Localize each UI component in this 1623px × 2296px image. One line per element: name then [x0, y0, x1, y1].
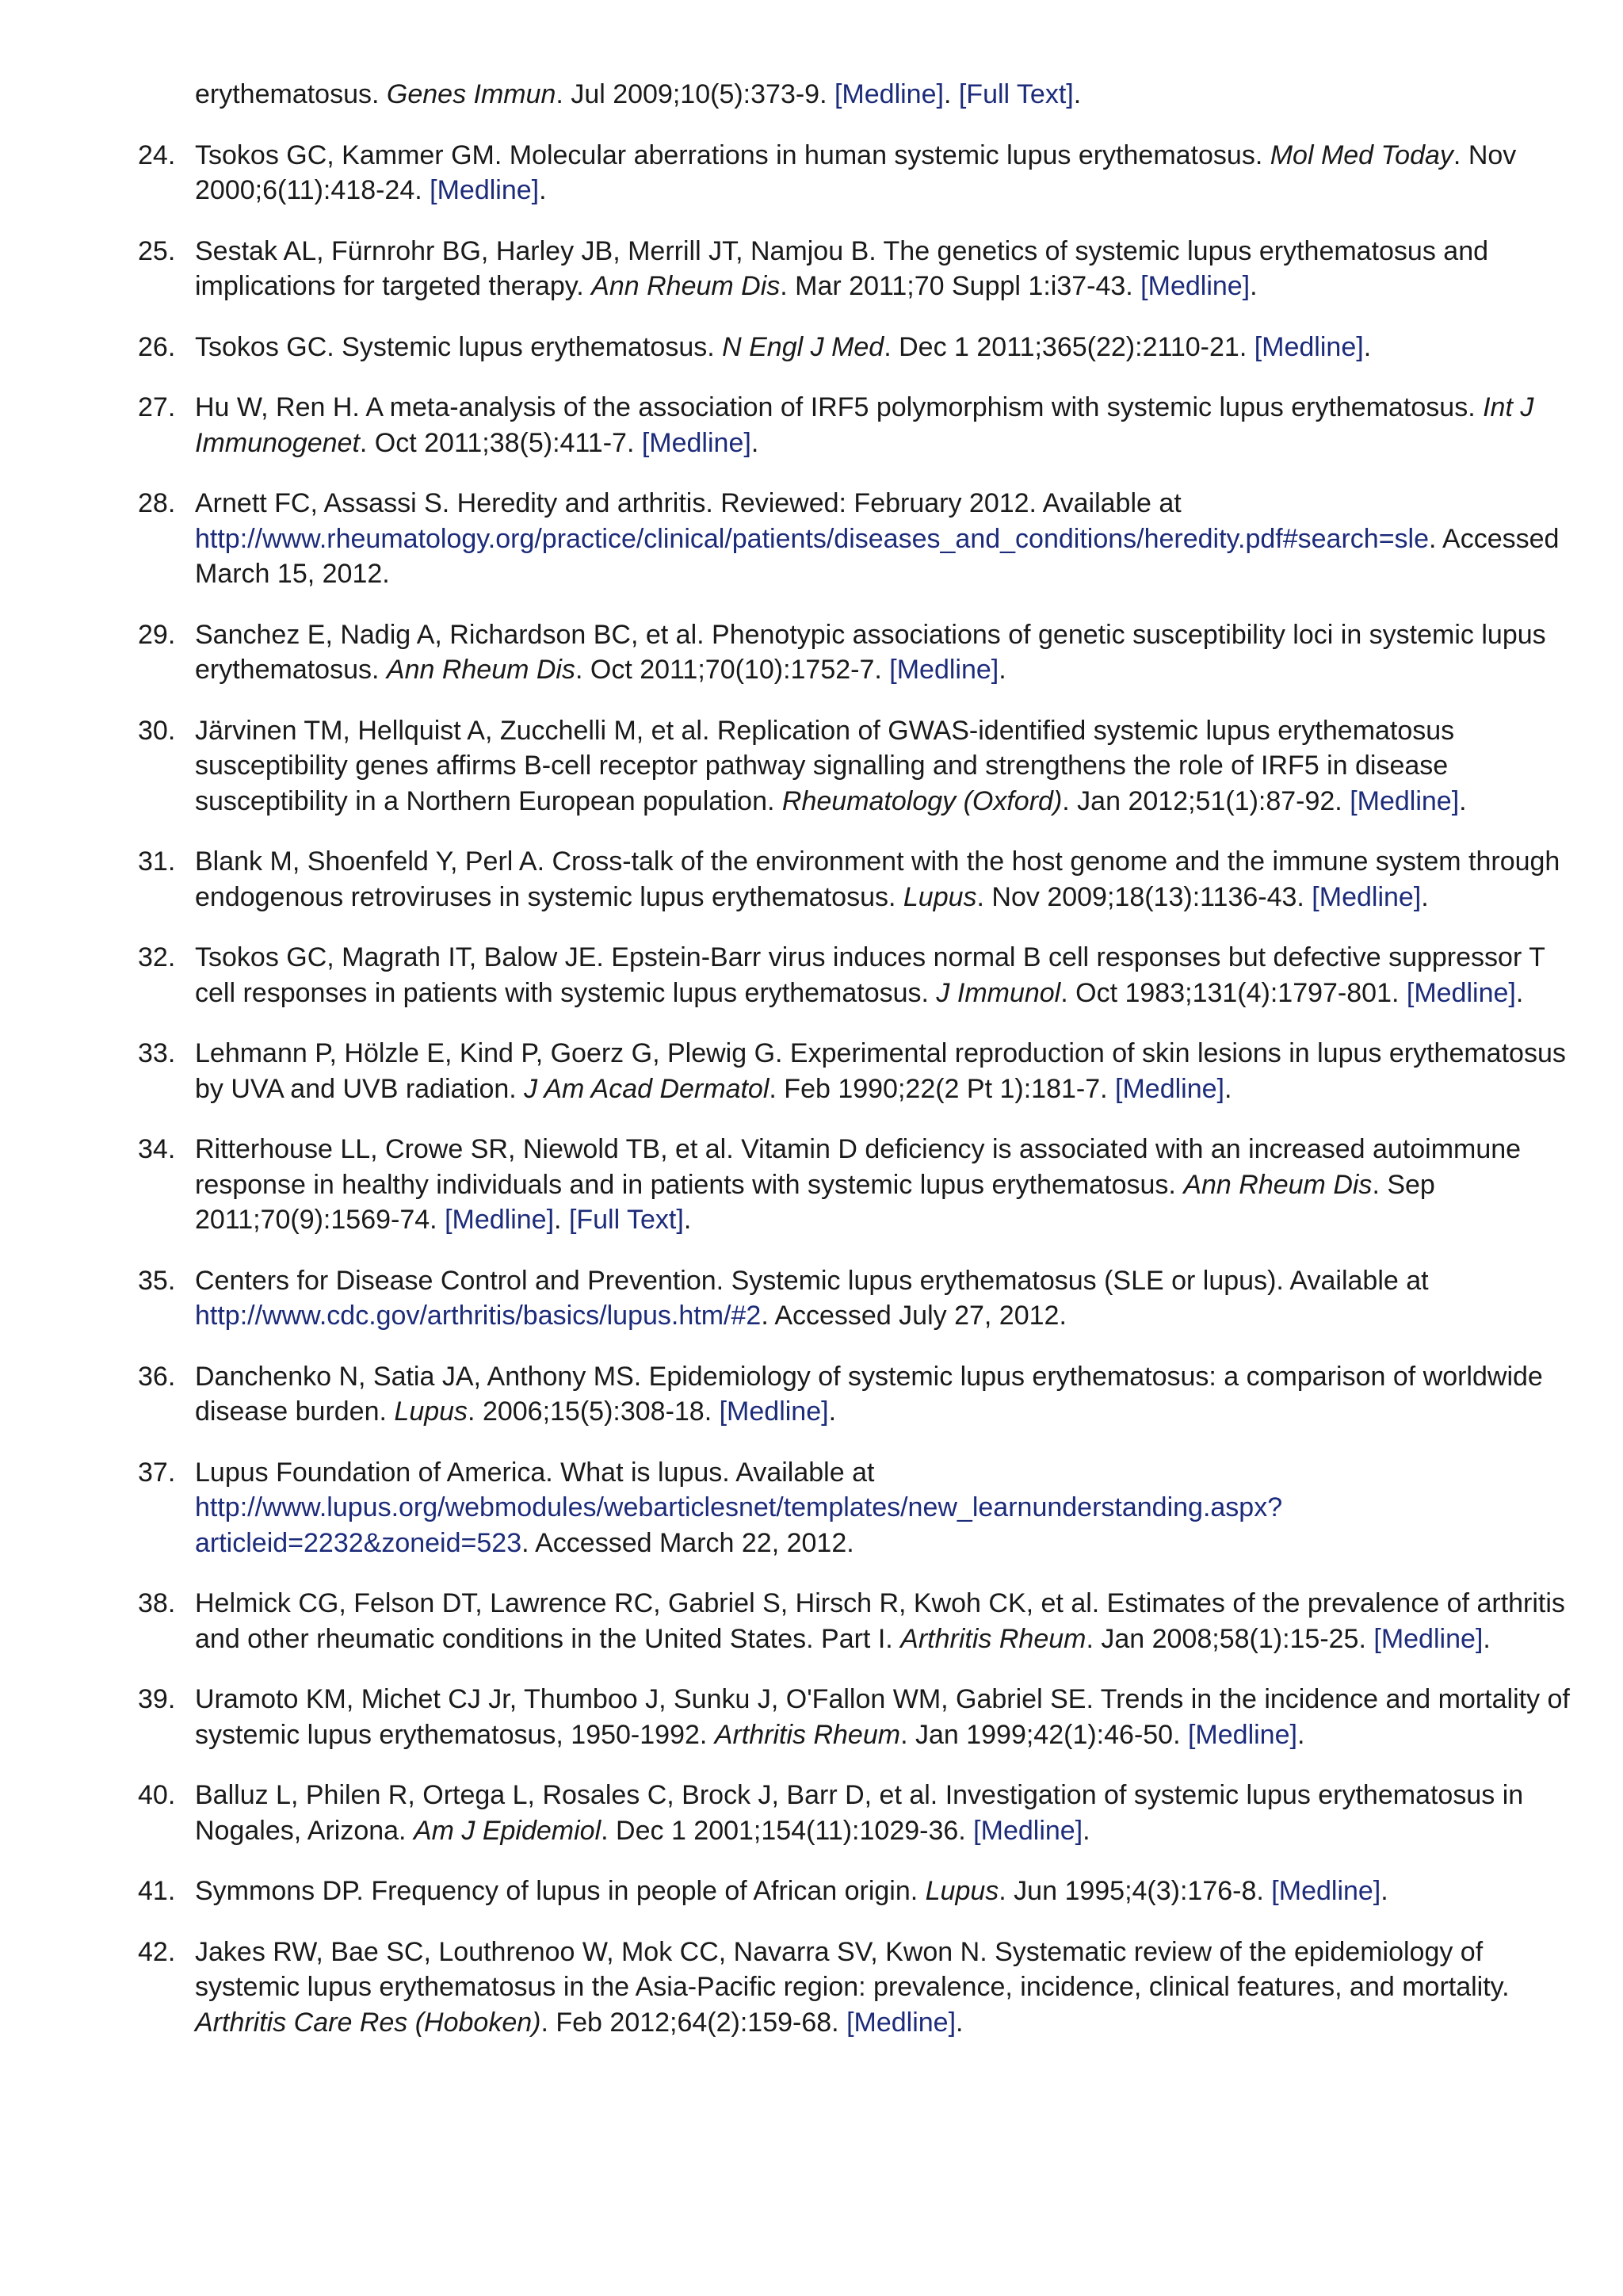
citation-text: . Sep 2011;70(9):1569-74.: [195, 1169, 1435, 1235]
reference-number: 33.: [138, 1038, 176, 1068]
journal-title: Arthritis Care Res (Hoboken): [195, 2007, 541, 2038]
reference-number: 39.: [138, 1684, 176, 1714]
reference-item: [0, 486, 1623, 592]
citation-text: .: [1483, 1623, 1491, 1654]
reference-item: [0, 1586, 1623, 1656]
reference-item: [0, 1874, 1623, 1909]
reference-item: [0, 1132, 1623, 1238]
medline-link[interactable]: [Medline]: [1115, 1073, 1224, 1104]
journal-title: Lupus: [925, 1876, 999, 1906]
medline-link[interactable]: [Medline]: [445, 1205, 555, 1235]
reference-number: 42.: [138, 1936, 176, 1967]
medline-link[interactable]: [Medline]: [430, 175, 540, 205]
citation-text: Uramoto KM, Michet CJ Jr, Thumboo J, Sunku J, O'Fallon WM, Gabriel SE. Trends in the incidence and mortality of systemic lupus erythematosus, 1950-1992.: [195, 1684, 1570, 1750]
medline-link[interactable]: [Medline]: [846, 2007, 957, 2038]
reference-text: [195, 617, 1577, 688]
reference-number: 35.: [138, 1265, 176, 1296]
citation-text: . Jan 2008;58(1):15-25.: [1086, 1623, 1374, 1654]
reference-item: [0, 138, 1623, 208]
reference-item: [0, 1359, 1623, 1430]
journal-title: Rheumatology (Oxford): [781, 785, 1063, 816]
citation-text: Balluz L, Philen R, Ortega L, Rosales C, Brock J, Barr D, et al. Investigation of systemic lupus erythematosus in Nogales, Arizona.: [195, 1780, 1524, 1846]
reference-continuation: [0, 77, 1623, 113]
reference-text: [195, 1586, 1577, 1656]
reference-item: [0, 1778, 1623, 1848]
citation-text: Sanchez E, Nadig A, Richardson BC, et al. Phenotypic associations of genetic susceptibility loci in systemic lupus erythematosus.: [195, 619, 1546, 685]
citation-text: . Dec 1 2011;365(22):2110-21.: [884, 331, 1254, 362]
journal-title: Genes Immun: [386, 79, 556, 109]
reference-text: [195, 234, 1577, 304]
citation-text: . Feb 2012;64(2):159-68.: [540, 2007, 847, 2038]
reference-number: 30.: [138, 715, 176, 746]
reference-item: [0, 390, 1623, 460]
reference-text: [195, 1778, 1577, 1848]
reference-item: [0, 1935, 1623, 2041]
journal-title: J Am Acad Dermatol: [524, 1073, 769, 1104]
reference-number: 27.: [138, 392, 176, 422]
reference-text: [195, 330, 1577, 365]
citation-text: .: [539, 175, 547, 205]
medline-link[interactable]: [Medline]: [719, 1396, 829, 1427]
reference-text: [195, 77, 1577, 113]
citation-text: .: [1296, 1719, 1305, 1750]
citation-text: . Accessed March 15, 2012.: [195, 523, 1560, 589]
reference-item: [0, 1455, 1623, 1561]
journal-title: Arthritis Rheum: [900, 1623, 1086, 1654]
citation-text: Tsokos GC. Systemic lupus erythematosus.: [195, 331, 723, 362]
citation-text: . Nov 2009;18(13):1136-43.: [976, 881, 1312, 912]
reference-text: [195, 1132, 1577, 1238]
citation-text: . Jun 1995;4(3):176-8.: [999, 1876, 1272, 1906]
citation-text: .: [750, 427, 759, 458]
reference-text: [195, 1682, 1577, 1752]
full-text-link[interactable]: [Full Text]: [958, 79, 1074, 109]
reference-item: [0, 1263, 1623, 1334]
citation-text: .: [1250, 271, 1258, 301]
reference-number: 29.: [138, 619, 176, 650]
citation-text: Arnett FC, Assassi S. Heredity and arthritis. Reviewed: February 2012. Available at: [195, 488, 1182, 518]
citation-text: .: [828, 1396, 837, 1427]
citation-text: . Oct 1983;131(4):1797-801.: [1060, 977, 1407, 1008]
citation-text: .: [1515, 977, 1524, 1008]
reference-text: [195, 486, 1577, 592]
citation-text: .: [1363, 331, 1372, 362]
reference-item: [0, 713, 1623, 819]
reference-list: [0, 77, 1623, 2065]
reference-number: 26.: [138, 331, 176, 362]
reference-item: [0, 1682, 1623, 1752]
reference-item: [0, 940, 1623, 1010]
medline-link[interactable]: [Medline]: [1406, 977, 1516, 1008]
citation-text: Järvinen TM, Hellquist A, Zucchelli M, et al. Replication of GWAS-identified systemic lupus erythematosus susceptibility genes affirms B-cell receptor pathway signalling and strengthens the role of IRF5 in disease susceptibility in a Northern European population.: [195, 715, 1455, 816]
reference-text: [195, 844, 1577, 915]
reference-text: [195, 1874, 1577, 1909]
reference-number: 32.: [138, 942, 176, 972]
citation-text: . Oct 2011;70(10):1752-7.: [575, 655, 890, 685]
reference-item: [0, 844, 1623, 915]
reference-text: [195, 1036, 1577, 1106]
citation-text: Tsokos GC, Kammer GM. Molecular aberrations in human systemic lupus erythematosus.: [195, 139, 1270, 170]
reference-number: 38.: [138, 1588, 176, 1618]
reference-number: 31.: [138, 846, 176, 877]
reference-number: 36.: [138, 1361, 176, 1392]
reference-text: [195, 390, 1577, 460]
medline-link[interactable]: [Medline]: [973, 1815, 1083, 1846]
reference-item: [0, 234, 1623, 304]
reference-text: [195, 940, 1577, 1010]
citation-text: .: [554, 1205, 569, 1235]
citation-text: Helmick CG, Felson DT, Lawrence RC, Gabriel S, Hirsch R, Kwoh CK, et al. Estimates of the prevalence of arthritis and other rheumatic conditions in the United States. Part I.: [195, 1588, 1565, 1654]
medline-link[interactable]: [Medline]: [834, 79, 944, 109]
medline-link[interactable]: [Medline]: [1312, 881, 1422, 912]
medline-link[interactable]: [Medline]: [1271, 1876, 1381, 1906]
medline-link[interactable]: [Medline]: [641, 427, 751, 458]
reference-number: 34.: [138, 1134, 176, 1164]
reference-item: [0, 1036, 1623, 1106]
citation-text: . Jan 2012;51(1):87-92.: [1062, 785, 1350, 816]
journal-title: Ann Rheum Dis: [591, 271, 781, 301]
citation-text: . 2006;15(5):308-18.: [468, 1396, 720, 1427]
reference-item: [0, 617, 1623, 688]
citation-text: . Nov 2000;6(11):418-24.: [195, 139, 1517, 205]
citation-text: . Feb 1990;22(2 Pt 1):181-7.: [769, 1073, 1116, 1104]
citation-text: .: [1381, 1876, 1388, 1906]
reference-text: [195, 1263, 1577, 1334]
reference-text: [195, 1455, 1577, 1561]
reference-number: 40.: [138, 1780, 176, 1810]
citation-text: Jakes RW, Bae SC, Louthrenoo W, Mok CC, Navarra SV, Kwon N. Systematic review of the epidemiology of systemic lupus erythematosus in the Asia-Pacific region: prevalence, incidence, clinical features, and mortality.: [195, 1936, 1510, 2002]
citation-text: .: [1083, 1815, 1090, 1846]
journal-title: J Immunol: [936, 977, 1061, 1008]
citation-text: Ritterhouse LL, Crowe SR, Niewold TB, et al. Vitamin D deficiency is associated with an increased autoimmune response in healthy individuals and in patients with systemic lupus erythematosus.: [195, 1134, 1522, 1200]
citation-text: . Dec 1 2001;154(11):1029-36.: [601, 1815, 974, 1846]
reference-number: 41.: [138, 1876, 176, 1906]
citation-text: .: [943, 79, 959, 109]
citation-text: .: [1421, 881, 1429, 912]
reference-text: [195, 1359, 1577, 1430]
url-link[interactable]: http://www.rheumatology.org/practice/clinical/patients/diseases_and_conditions/heredity.pdf#search=sle: [195, 523, 1430, 554]
reference-number: 37.: [138, 1457, 176, 1488]
citation-text: . Jan 1999;42(1):46-50.: [900, 1719, 1188, 1750]
url-link[interactable]: http://www.cdc.gov/arthritis/basics/lupus.htm/#2: [195, 1301, 762, 1331]
citation-text: .: [1073, 79, 1082, 109]
citation-text: .: [683, 1205, 692, 1235]
citation-text: . Mar 2011;70 Suppl 1:i37-43.: [780, 271, 1141, 301]
full-text-link[interactable]: [Full Text]: [568, 1205, 684, 1235]
citation-text: Lupus Foundation of America. What is lupus. Available at: [195, 1457, 875, 1488]
citation-text: Symmons DP. Frequency of lupus in people of African origin.: [195, 1876, 926, 1906]
medline-link[interactable]: [Medline]: [1187, 1719, 1297, 1750]
journal-title: Lupus: [394, 1396, 468, 1427]
reference-number: 25.: [138, 235, 176, 266]
citation-text: .: [999, 655, 1006, 685]
citation-text: . Jul 2009;10(5):373-9.: [556, 79, 834, 109]
reference-text: [195, 1935, 1577, 2041]
medline-link[interactable]: [Medline]: [1254, 331, 1364, 362]
citation-text: .: [1459, 785, 1467, 816]
journal-title: Ann Rheum Dis: [1183, 1169, 1373, 1200]
medline-link[interactable]: [Medline]: [1140, 271, 1251, 301]
citation-text: Lehmann P, Hölzle E, Kind P, Goerz G, Plewig G. Experimental reproduction of skin lesions in lupus erythematosus by UVA and UVB radiation.: [195, 1038, 1566, 1104]
citation-text: . Oct 2011;38(5):411-7.: [359, 427, 642, 458]
citation-text: . Accessed July 27, 2012.: [761, 1301, 1067, 1331]
reference-text: [195, 138, 1577, 208]
journal-title: Ann Rheum Dis: [386, 655, 575, 685]
citation-text: Danchenko N, Satia JA, Anthony MS. Epidemiology of systemic lupus erythematosus: a comparison of worldwide disease burden.: [195, 1361, 1543, 1427]
citation-text: .: [956, 2007, 964, 2038]
medline-link[interactable]: [Medline]: [1373, 1623, 1484, 1654]
citation-text: Hu W, Ren H. A meta-analysis of the association of IRF5 polymorphism with systemic lupus erythematosus.: [195, 392, 1484, 422]
reference-item: [0, 330, 1623, 365]
reference-text: [195, 713, 1577, 819]
journal-title: Lupus: [903, 881, 977, 912]
citation-text: Centers for Disease Control and Prevention. Systemic lupus erythematosus (SLE or lupus). Available at: [195, 1265, 1429, 1296]
reference-number: 24.: [138, 139, 176, 170]
journal-title: Am J Epidemiol: [413, 1815, 601, 1846]
journal-title: Int J Immunogenet: [195, 392, 1534, 458]
journal-title: Mol Med Today: [1270, 139, 1453, 170]
reference-number: 28.: [138, 488, 176, 518]
citation-text: Blank M, Shoenfeld Y, Perl A. Cross-talk of the environment with the host genome and the immune system through endogenous retroviruses in systemic lupus erythematosus.: [195, 846, 1560, 912]
citation-text: Tsokos GC, Magrath IT, Balow JE. Epstein-Barr virus induces normal B cell responses but defective suppressor T cell responses in patients with systemic lupus erythematosus.: [195, 942, 1545, 1008]
citation-text: Sestak AL, Fürnrohr BG, Harley JB, Merrill JT, Namjou B. The genetics of systemic lupus erythematosus and implications for targeted therapy.: [195, 235, 1489, 301]
citation-text: erythematosus.: [195, 79, 387, 109]
journal-title: Arthritis Rheum: [714, 1719, 901, 1750]
citation-text: . Accessed March 22, 2012.: [521, 1527, 854, 1558]
citation-text: .: [1224, 1073, 1232, 1104]
journal-title: N Engl J Med: [722, 331, 884, 362]
url-link[interactable]: http://www.lupus.org/webmodules/webarticlesnet/templates/new_learnunderstanding.aspx?articleid=2232&zoneid=523: [195, 1492, 1283, 1558]
medline-link[interactable]: [Medline]: [1350, 785, 1460, 816]
medline-link[interactable]: [Medline]: [889, 655, 999, 685]
